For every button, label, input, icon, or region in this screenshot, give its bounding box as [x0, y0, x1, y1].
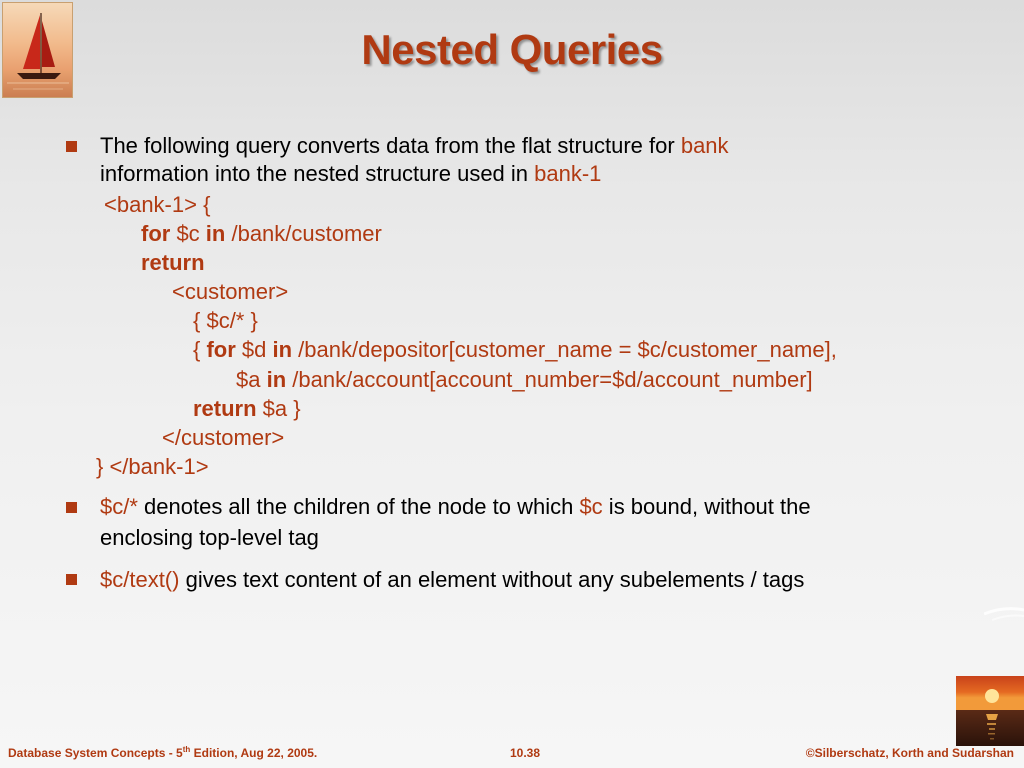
footer-copyright: ©Silberschatz, Korth and Sudarshan [805, 746, 1014, 760]
code-line-5: { $c/* } [193, 308, 258, 333]
slide-title: Nested Queries [361, 26, 663, 73]
code-line-6: { for $d in /bank/depositor[customer_name = $c/customer_name], [193, 337, 837, 362]
sunset-over-sea [956, 676, 1024, 746]
bullet-marker [66, 574, 77, 585]
bullet-1-line-1: The following query converts data from the flat structure for bank [100, 133, 729, 158]
code-line-9: </customer> [162, 425, 285, 450]
footer-slide-number: 10.38 [510, 746, 541, 760]
code-line-8: return $a } [193, 396, 301, 421]
bullet-2-line-2: enclosing top-level tag [100, 525, 319, 550]
bullet-2-line-1: $c/* denotes all the children of the node to which $c is bound, without the [100, 494, 811, 519]
bullet-1-line-2: information into the nested structure used in bank-1 [100, 161, 602, 186]
code-line-10: } </bank-1> [96, 454, 209, 479]
decorative-swoosh [984, 604, 1024, 624]
bullet-3-line-1: $c/text() gives text content of an element without any subelements / tags [100, 567, 805, 592]
code-line-7: $a in /bank/account[account_number=$d/account_number] [236, 367, 813, 392]
code-line-1: <bank-1> { [104, 192, 211, 217]
bullet-marker [66, 141, 77, 152]
footer-course-info: Database System Concepts - 5th Edition, Aug 22, 2005. [8, 745, 318, 760]
code-line-2: for $c in /bank/customer [141, 221, 382, 246]
code-line-4: <customer> [172, 279, 289, 304]
bullet-marker [66, 502, 77, 513]
code-line-3: return [141, 250, 205, 275]
